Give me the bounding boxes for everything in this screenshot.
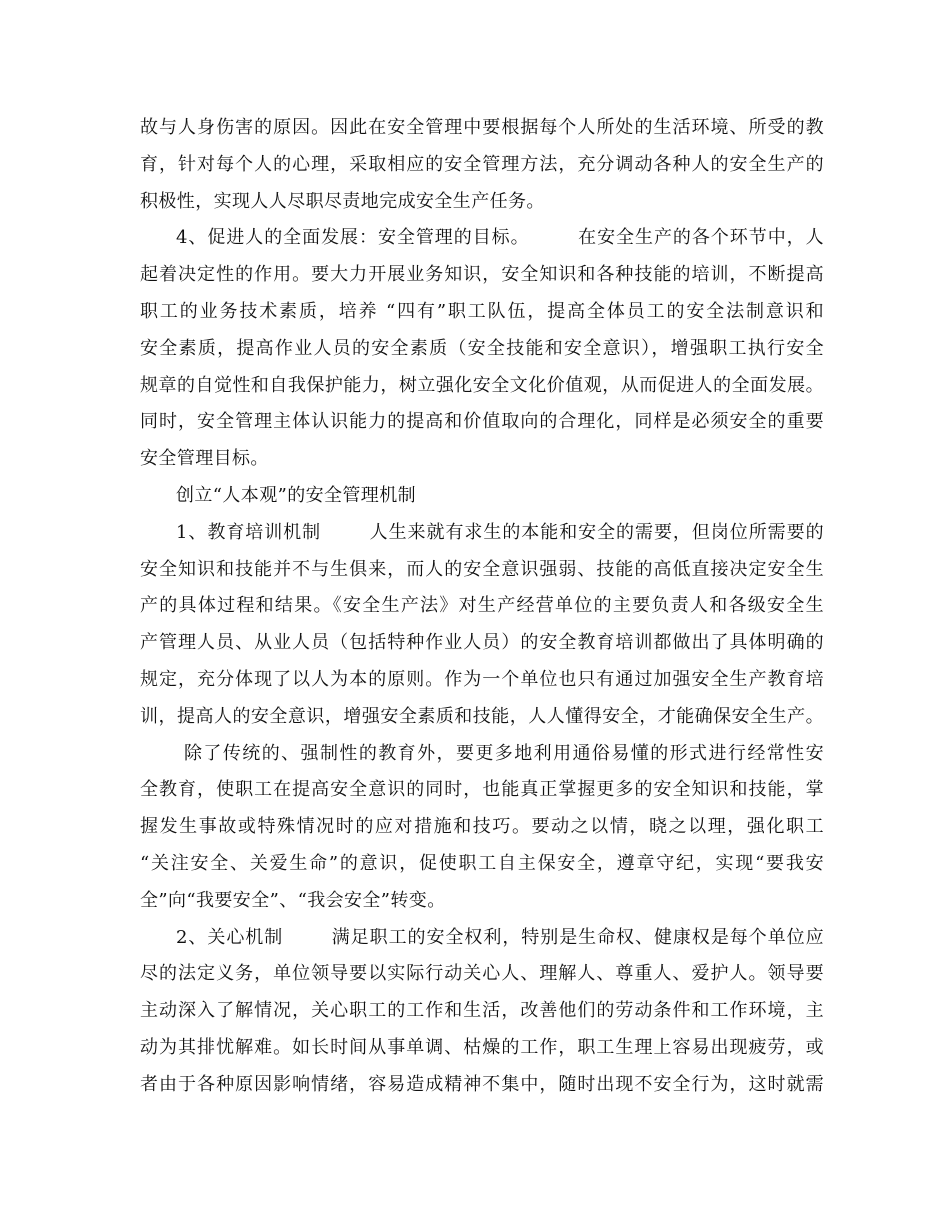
text-line: 产管理人员、从业人员（包括特种作业人员）的安全教育培训都做出了具体明确的 — [140, 632, 824, 654]
text-line: 安全知识和技能并不与生俱来，而人的安全意识强弱、技能的高低直接决定安全生 — [140, 558, 824, 580]
text-line: 训，提高人的安全意识，增强安全素质和技能，人人懂得安全，才能确保安全生产。 — [140, 705, 824, 727]
text-line: 规章的自觉性和自我保护能力，树立强化安全文化价值观，从而促进人的全面发展。 — [140, 374, 824, 396]
section-heading: 1、教育培训机制 — [176, 521, 322, 543]
text-line: 全教育，使职工在提高安全意识的同时，也能真正掌握更多的安全知识和技能，掌 — [140, 779, 824, 801]
text-line: 除了传统的、强制性的教育外，要更多地利用通俗易懂的形式进行经常性安 — [184, 742, 824, 764]
text-line: 育，针对每个人的心理，采取相应的安全管理方法，充分调动各种人的安全生产的 — [140, 153, 824, 175]
text-line: 主动深入了解情况，关心职工的工作和生活，改善他们的劳动条件和工作环境，主 — [140, 1000, 824, 1022]
section-heading: 4、促进人的全面发展：安全管理的目标。 — [176, 227, 530, 249]
section-heading-line — [140, 220, 824, 257]
section-heading-line — [140, 920, 824, 957]
text-line: 故与人身伤害的原因。因此在安全管理中要根据每个人所处的生活环境、所受的教 — [140, 117, 824, 138]
text-line: “关注安全、关爱生命”的意识，促使职工自主保安全，遵章守纪，实现“要我安 — [140, 852, 824, 874]
text-line: 动为其排忧解难。如长时间从事单调、枯燥的工作，职工生理上容易出现疲劳，或 — [140, 1036, 824, 1058]
text-line: 积极性，实现人人尽职尽责地完成安全生产任务。 — [140, 190, 545, 212]
text-line: 安全素质，提高作业人员的安全素质（安全技能和安全意识），增强职工执行安全 — [140, 337, 824, 359]
text-line: 全”向“我要安全”、“我会安全”转变。 — [140, 889, 446, 911]
text-line: 者由于各种原因影响情绪，容易造成精神不集中，随时出现不安全行为，这时就需 — [140, 1073, 824, 1095]
text-line: 规定，充分体现了以人为本的原则。作为一个单位也只有通过加强安全生产教育培 — [140, 668, 824, 690]
text-line: 尽的法定义务，单位领导要以实际行动关心人、理解人、尊重人、爱护人。领导要 — [140, 963, 824, 985]
text-line: 起着决定性的作用。要大力开展业务知识，安全知识和各种技能的培训，不断提高 — [140, 264, 824, 286]
document-body — [140, 110, 824, 1104]
section-heading-line — [140, 515, 824, 552]
text-line: 同时，安全管理主体认识能力的提高和价值取向的合理化，同样是必须安全的重要 — [140, 411, 824, 433]
text-line: 在安全生产的各个环节中，人 — [577, 227, 824, 249]
text-line: 满足职工的安全权利，特别是生命权、健康权是每个单位应 — [331, 926, 824, 948]
text-line: 职工的业务技术素质，培养 “四有”职工队伍，提高全体员工的安全法制意识和 — [140, 300, 824, 322]
section-title: 创立“人本观”的安全管理机制 — [176, 484, 417, 506]
text-line: 安全管理目标。 — [140, 448, 269, 470]
text-line: 握发生事故或特殊情况时的应对措施和技巧。要动之以情，晓之以理，强化职工 — [140, 816, 824, 838]
text-line: 产的具体过程和结果。《安全生产法》对生产经营单位的主要负责人和各级安全生 — [140, 595, 824, 617]
section-heading: 2、关心机制 — [176, 926, 284, 948]
text-line: 人生来就有求生的本能和安全的需要，但岗位所需要的 — [369, 521, 824, 543]
